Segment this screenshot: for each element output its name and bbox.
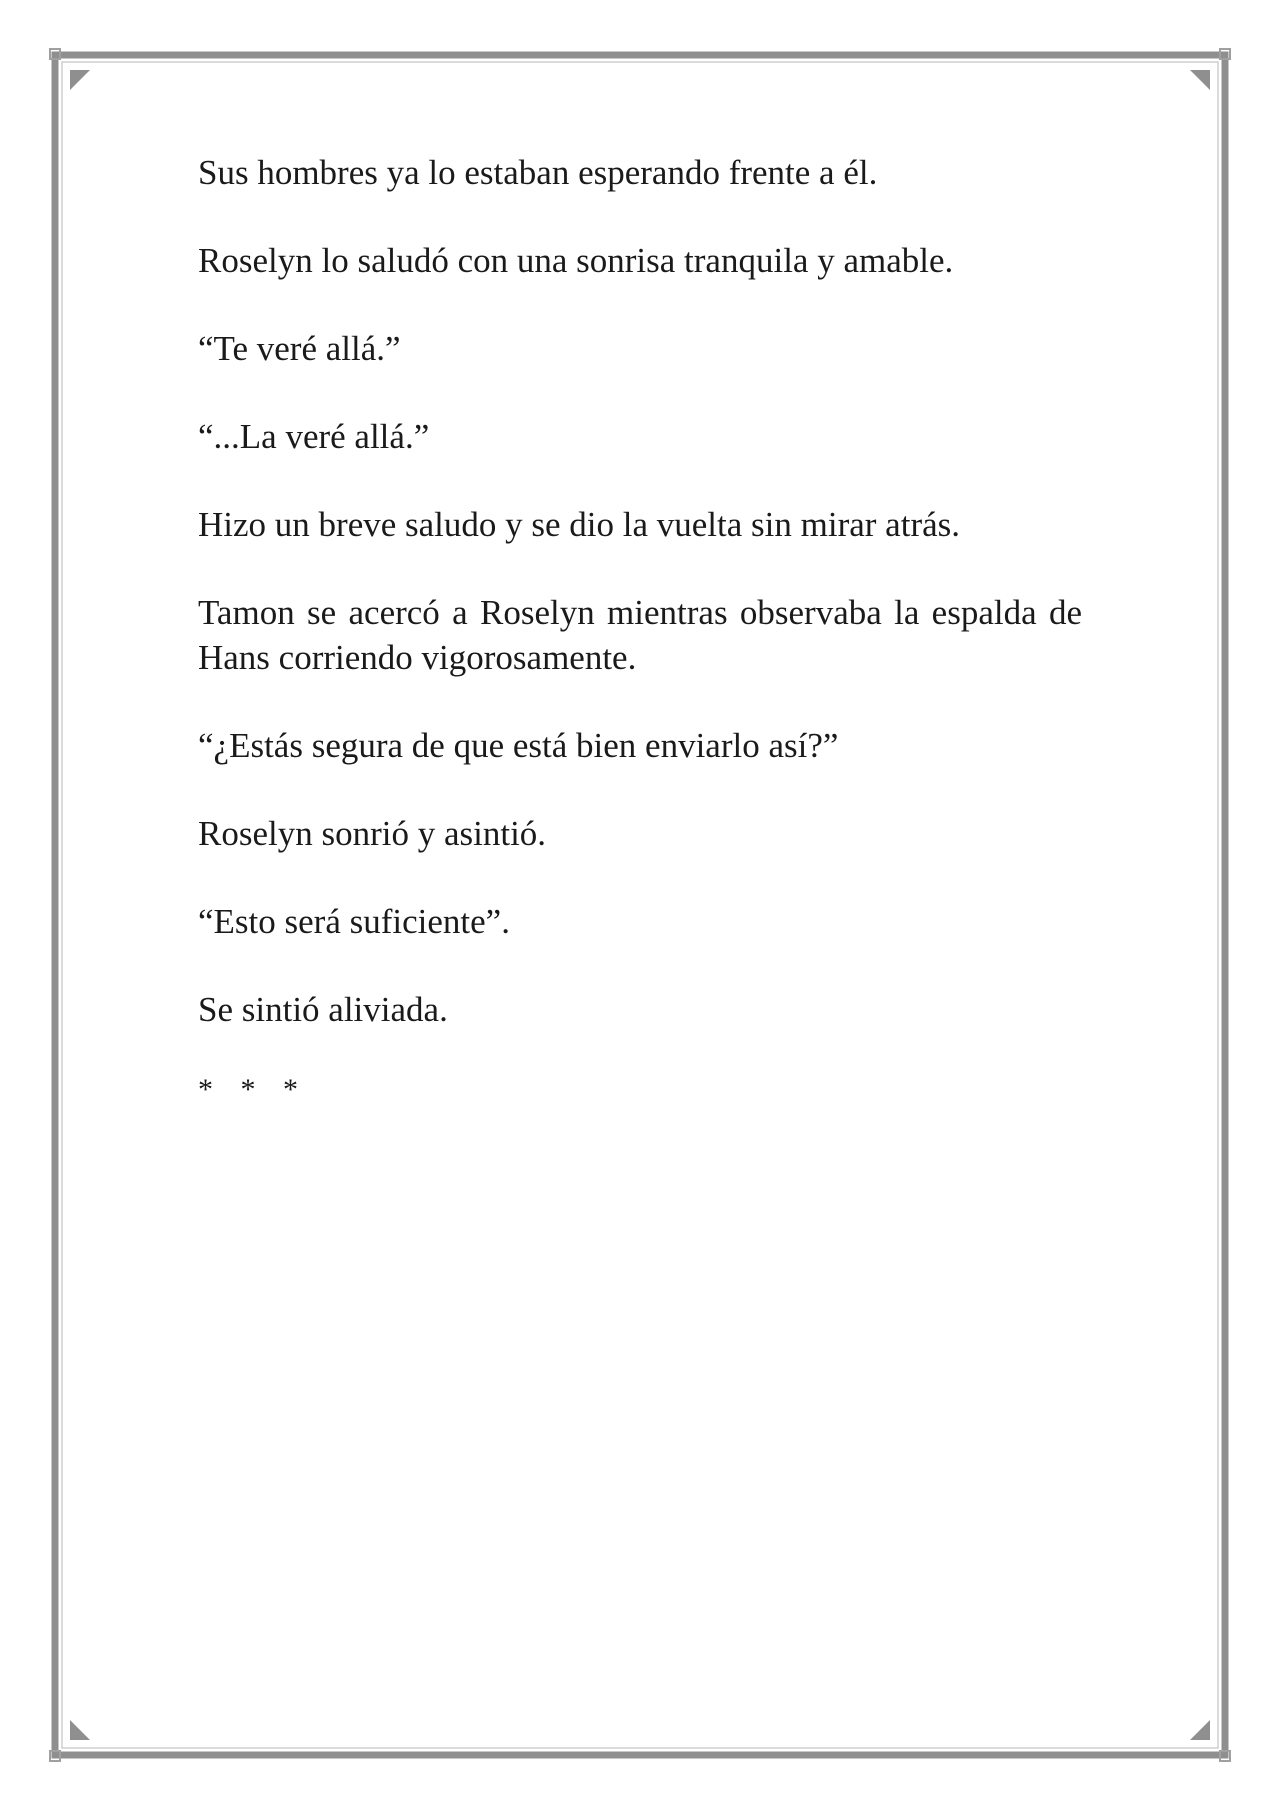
triangle-top-left-icon [70,70,90,90]
paragraph-4: “...La veré allá.” [198,417,430,456]
paragraph-6: Tamon se acercó a Roselyn mientras observaba la espalda de Hans corriendo vigorosamente. [198,593,1082,677]
scene-break: * * * [198,1073,308,1106]
paragraph-7: “¿Estás segura de que está bien enviarlo así?” [198,726,839,765]
document-body [198,150,1082,1105]
paragraph-1: Sus hombres ya lo estaban esperando frente a él. [198,153,878,192]
paragraph-9: “Esto será suficiente”. [198,902,510,941]
triangle-top-right-icon [1190,70,1210,90]
triangle-bottom-right-icon [1190,1720,1210,1740]
paragraph-8: Roselyn sonrió y asintió. [198,814,547,853]
paragraph-10: Se sintió aliviada. [198,990,448,1029]
paragraph-5: Hizo un breve saludo y se dio la vuelta sin mirar atrás. [198,505,961,544]
triangle-bottom-left-icon [70,1720,90,1740]
paragraph-3: “Te veré allá.” [198,329,401,368]
paragraph-2: Roselyn lo saludó con una sonrisa tranquila y amable. [198,241,954,280]
